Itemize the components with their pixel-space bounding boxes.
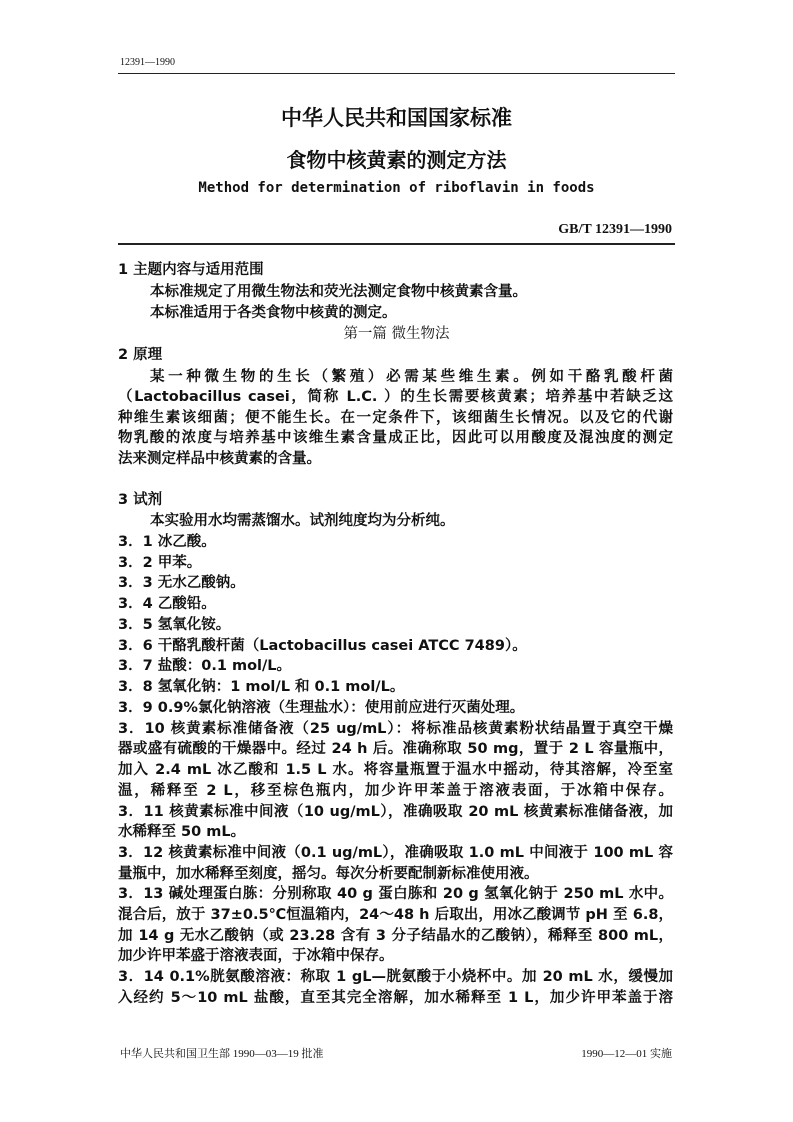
text-line: 3．13 碱处理蛋白胨：分别称取 40 g 蛋白胨和 20 g 氢氧化钠于 250 mL 水中。: [118, 886, 673, 902]
document-subtitle: 食物中核黄素的测定方法: [286, 148, 507, 172]
text-line: 3．1 冰乙酸。: [118, 534, 216, 550]
text-line: 3．3 无水乙酸钠。: [118, 575, 245, 591]
section-heading: 1 主题内容与适用范围: [118, 262, 264, 278]
header-rule: [118, 73, 675, 74]
text-line: 温，稀释至 2 L，移至棕色瓶内，加少许甲苯盖于溶液表面，于冰箱中保存。: [118, 783, 673, 799]
text-line: 3．5 氢氧化铵。: [118, 617, 231, 633]
text-line: 加少许甲苯盛于溶液表面，于冰箱中保存。: [118, 948, 394, 964]
text-line: 种维生素该细菌；便不能生长。在一定条件下，该细菌生长情况。以及它的代谢: [118, 410, 673, 426]
english-title: Method for determination of riboflavin in foods: [198, 180, 595, 196]
section-heading: 3 试剂: [118, 492, 163, 508]
text-line: 量瓶中，加水稀释至刻度，摇匀。每次分析要配制新标准使用液。: [118, 866, 539, 882]
text-line: 3．9 0.9%氯化钠溶液（生理盐水）：使用前应进行灭菌处理。: [118, 700, 525, 716]
text-line: 3．7 盐酸：0.1 mol/L。: [118, 658, 292, 674]
section-heading: 2 原理: [118, 347, 163, 363]
text-line: 3．12 核黄素标准中间液（0.1 ug/mL），准确吸取 1.0 mL 中间液于 100 mL 容: [118, 845, 673, 861]
text-line: 入经约 5～10 mL 盐酸，直至其完全溶解，加水稀释至 1 L，加少许甲苯盖于溶: [118, 990, 673, 1006]
effective-date: 1990—12—01 实施: [581, 1048, 672, 1060]
text-line: 3．2 甲苯。: [118, 555, 202, 571]
text-line: 3．14 0.1%胱氨酸溶液：称取 1 gL—胱氨酸于小烧杯中。加 20 mL 水，缓慢加: [118, 969, 673, 985]
header-standard-code: 12391—1990: [120, 57, 175, 68]
text-line: 3．8 氢氧化钠：1 mol/L 和 0.1 mol/L。: [118, 679, 405, 695]
text-line: 3．11 核黄素标准中间液（10 ug/mL），准确吸取 20 mL 核黄素标准储备液，加: [118, 804, 673, 820]
text-line: 本实验用水均需蒸馏水。试剂纯度均为分析纯。: [150, 513, 455, 529]
text-line: 3．6 干酪乳酸杆菌（Lactobacillus casei ATCC 7489）。: [118, 638, 527, 654]
title-rule: [118, 243, 675, 245]
text-line: 法来测定样品中核黄素的含量。: [118, 451, 321, 467]
text-line: 加入 2.4 mL 冰乙酸和 1.5 L 水。将容量瓶置于温水中摇动，待其溶解，冷至室: [118, 762, 673, 778]
approval-note: 中华人民共和国卫生部 1990—03—19 批准: [120, 1048, 324, 1060]
text-line: 物乳酸的浓度与培养基中该维生素含量成正比，因此可以用酸度及混浊度的测定: [118, 430, 673, 446]
text-line: 器或盛有硫酸的干燥器中。经过 24 h 后。准确称取 50 mg，置于 2 L 容量瓶中，: [118, 741, 673, 757]
document-title: 中华人民共和国国家标准: [281, 106, 512, 130]
text-line: 混合后，放于 37±0.5℃恒温箱内，24～48 h 后取出，用冰乙酸调节 pH 至 6.8，: [118, 907, 673, 923]
text-line: 3．10 核黄素标准储备液（25 ug/mL）：将标准品核黄素粉状结晶置于真空干燥: [118, 721, 673, 737]
text-line: 3．4 乙酸铅。: [118, 596, 216, 612]
text-line: 本标准规定了用微生物法和荧光法测定食物中核黄素含量。: [150, 284, 527, 300]
text-line: 加 14 g 无水乙酸钠（或 23.28 含有 3 分子结晶水的乙酸钠），稀释至 800 mL，: [118, 928, 673, 944]
text-line: 本标准适用于各类食物中核黄的测定。: [150, 305, 397, 321]
text-line: （Lactobacillus casei，简称 L.C. ）的生长需要核黄素；培养基中若缺乏这: [118, 389, 673, 405]
part-heading: 第一篇 微生物法: [343, 326, 450, 342]
standard-number: GB/T 12391—1990: [558, 222, 672, 237]
text-line: 某一种微生物的生长（繁殖）必需某些维生素。例如干酪乳酸杆菌: [150, 369, 673, 385]
text-line: 水稀释至 50 mL。: [118, 824, 246, 840]
